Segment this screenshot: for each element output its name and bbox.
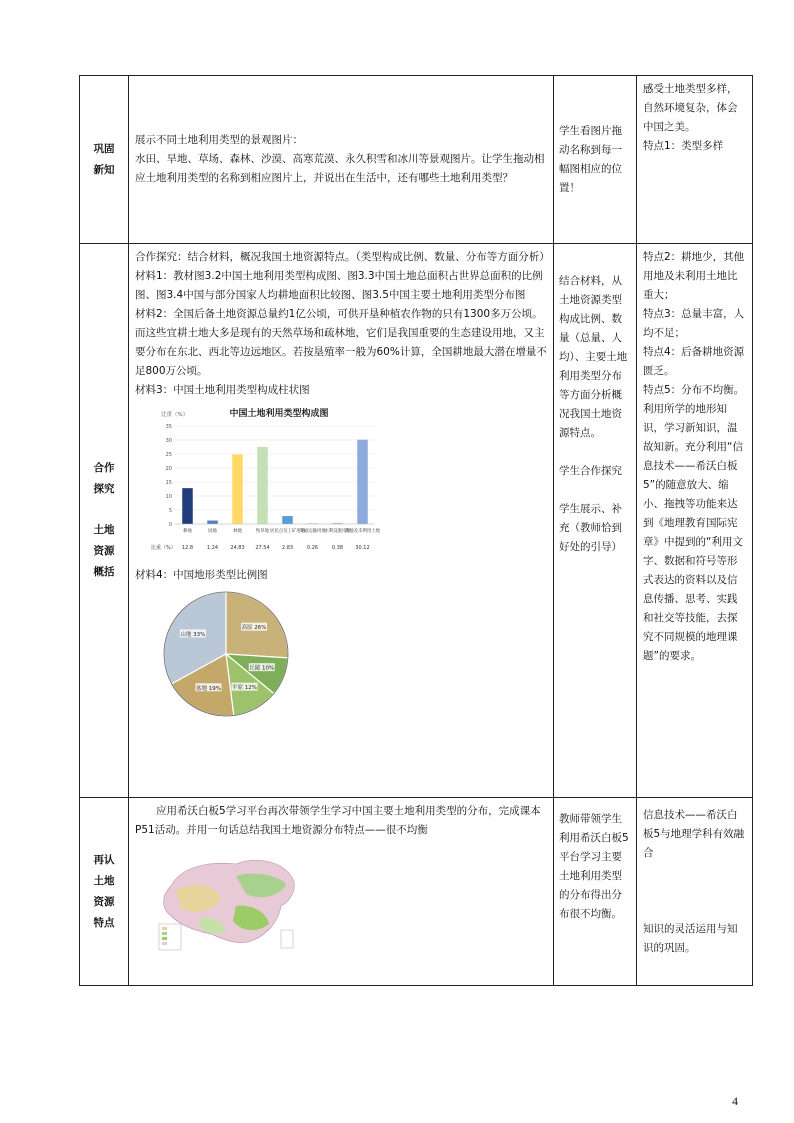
activity-text: 水田、旱地、草场、森林、沙漠、高寒荒漠、永久积雪和冰川等景观图片。让学生拖动相应土地利用类型的名称到相应图片上，并说出在生活中，还有哪些土地利用类型？ (135, 153, 545, 184)
data-label: 2.83 (281, 545, 294, 551)
label-line: 合作 (93, 462, 115, 474)
data-label: 27.54 (255, 545, 270, 551)
map-svg (141, 846, 311, 956)
y-tick-label: 5 (168, 508, 172, 514)
x-tick-label: 其他及未利用土地 (344, 529, 381, 534)
label-line: 探究 (93, 483, 115, 495)
y-tick-label: 15 (165, 480, 172, 486)
bar-chart-svg (149, 404, 381, 556)
label-line: 巩固 (93, 142, 115, 155)
x-tick-label: 园地 (208, 529, 217, 534)
series-name: 比重（%） (151, 545, 176, 551)
activity-cell (129, 244, 554, 798)
y-axis-label: 比重（%） (161, 412, 189, 418)
data-label: 0.38 (331, 545, 344, 551)
x-tick-label: 居民点及工矿用地 (269, 529, 306, 534)
student-cell (554, 76, 637, 244)
activity-cell (129, 798, 554, 986)
label-line: 资源 (93, 895, 115, 908)
chart-title: 中国土地利用类型构成图 (229, 409, 329, 419)
row-label (80, 798, 129, 986)
data-label: 1.24 (206, 545, 219, 551)
intent-cell (637, 798, 753, 986)
intent-text: 信息技术——希沃白板5与地理学科有效融合 知识的灵活运用与知识的巩固。 (643, 809, 745, 954)
activity-text: 展示不同土地利用类型的景观图片： (135, 134, 303, 146)
pie-svg (161, 589, 291, 719)
y-tick-label: 0 (168, 522, 172, 528)
table-row (80, 798, 753, 986)
chart-grid (166, 424, 375, 528)
intent-text: 特点2：耕地少，其他用地及未利用土地比重大； 特点3：总量丰富，人均不足； 特点4：后备耕地资源匮乏。 特点5：分布不均衡。 利用所学的地形知识，学习新知识，温故知新。充分利用“信息技术——希沃白板5”的随意放大、缩小、拖拽等功能来达到《地理教育国际宪章》中提到的“利用文字、数据和符号等形式表达的资料以及信息传播、思考、实践和社交等技能，去探究不同规模的地理课题”的要求。 (643, 251, 745, 662)
pie-label: 高原 26% (241, 625, 267, 632)
material4-text: 材料4：中国地形类型比例图 (135, 569, 268, 581)
terrain-pie-chart (161, 589, 291, 719)
data-label: 24.83 (230, 545, 245, 551)
label-line: 特点 (93, 916, 115, 929)
bar (182, 488, 193, 524)
pie-label: 盆地 19% (196, 685, 222, 692)
bar (357, 440, 368, 524)
y-tick-label: 30 (165, 438, 172, 444)
bar (207, 521, 218, 524)
pie-label: 山地 33% (180, 631, 206, 638)
page-number: 4 (732, 1094, 738, 1108)
label-line: 资源 (93, 545, 115, 557)
lesson-plan-table (79, 75, 753, 986)
student-text: 教师带领学生利用希沃白板5平台学习主要土地利用类型的分布得出分布很不均衡。 (559, 813, 629, 920)
x-tick-label: 交通运输用地 (299, 529, 326, 534)
intent-text: 感受土地类型多样，自然环境复杂，体会中国之美。 特点1：类型多样 (643, 83, 738, 152)
data-label: 12.8 (181, 545, 194, 551)
intent-cell (637, 76, 753, 244)
bar (257, 447, 268, 524)
student-cell (554, 244, 637, 798)
y-tick-label: 35 (165, 424, 172, 430)
china-land-use-map (141, 846, 311, 956)
bar-chart (149, 404, 381, 556)
chart-value-row (151, 544, 370, 551)
activity-text: 材料3：中国土地利用类型构成柱状图 (135, 384, 310, 396)
data-label: 0.26 (306, 545, 319, 551)
x-tick-label: 水利设施用地 (324, 529, 351, 534)
bar (282, 516, 293, 524)
label-line: 土地 (93, 524, 115, 536)
table-row (80, 244, 753, 798)
label-line: 再认 (93, 853, 115, 866)
student-text: 结合材料，从土地资源类型构成比例、数量（总量、人均）、主要土地利用类型分布等方面分析概况我国土地资源特点。 学生合作探究 学生展示、补充（教师恰到好处的引导） (559, 275, 628, 553)
label-line: 土地 (93, 874, 115, 887)
activity-text: 合作探究：结合材料，概况我国土地资源特点。（类型构成比例、数量、分布等方面分析） (135, 251, 550, 263)
row-label (80, 76, 129, 244)
x-tick-label: 林地 (233, 529, 242, 534)
bar (232, 454, 243, 524)
activity-text: 应用希沃白板5学习平台再次带领学生学习中国主要土地利用类型的分布，完成课本P51活动。并用一句话总结我国土地资源分布特点——很不均衡 (135, 805, 541, 836)
pie-label: 平原 12% (232, 685, 258, 692)
y-tick-label: 20 (165, 466, 172, 472)
activity-cell (129, 76, 554, 244)
label-spacer (80, 501, 128, 519)
row-label (80, 244, 129, 798)
label-line: 概括 (93, 566, 115, 578)
x-tick-label: 牧草地 (255, 529, 270, 534)
data-label: 30.12 (355, 545, 370, 551)
student-cell (554, 798, 637, 986)
y-tick-label: 25 (165, 452, 172, 458)
pie-label: 丘陵 10% (249, 665, 275, 672)
activity-text: 材料2：全国后备土地资源总量约1亿公顷，可供开垦种植农作物的只有1300多万公顷。而这些宜耕土地大多是现有的天然草场和疏林地，它们是我国重要的生态建设用地，又主要分布在东北、西北等边远地区。若按垦殖率一般为60%计算，全国耕地最大潜在增量不足800万公顷。 (135, 308, 547, 377)
student-text: 学生看图片拖动名称到每一幅图相应的位置！ (559, 124, 622, 194)
intent-cell (637, 244, 753, 798)
label-line: 新知 (93, 163, 115, 176)
y-tick-label: 10 (165, 494, 172, 500)
chart-x-labels (183, 527, 381, 534)
table-row (80, 76, 753, 244)
activity-text: 材料1：教材图3.2中国土地利用类型构成图、图3.3中国土地总面积占世界总面积的比例图、图3.4中国与部分国家人均耕地面积比较图、图3.5中国主要土地利用类型分布图 (135, 270, 543, 301)
x-tick-label: 耕地 (183, 529, 192, 534)
